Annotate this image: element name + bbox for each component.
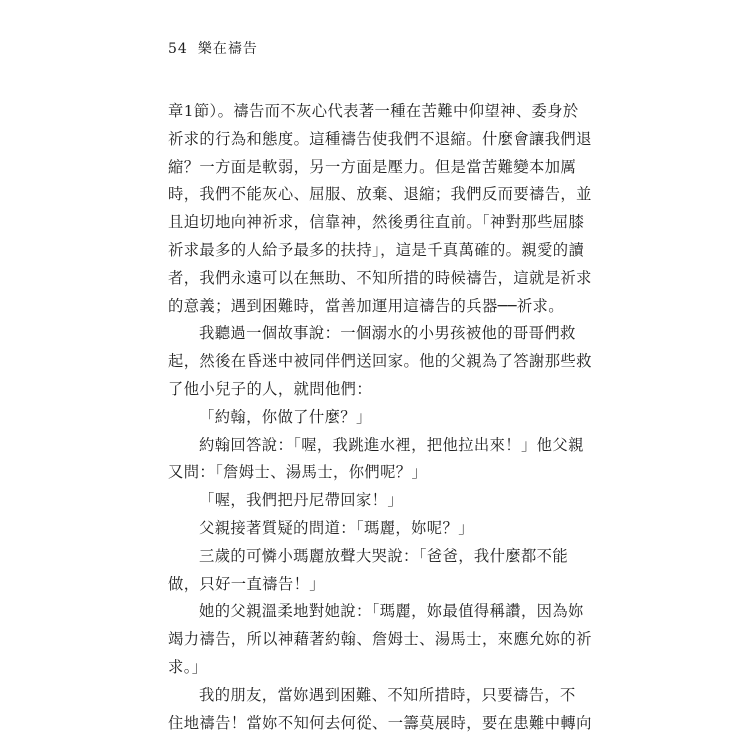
text-line: 約翰回答說：「喔，我跳進水裡，把他拉出來！」他父親 — [199, 435, 584, 454]
running-head — [168, 40, 258, 58]
text-line: 三歲的可憐小瑪麗放聲大哭說：「爸爸，我什麼都不能 — [199, 546, 569, 565]
book-title: 樂在禱告 — [197, 41, 258, 57]
text-line: 縮？一方面是軟弱，另一方面是壓力。但是當苦難變本加厲 — [168, 157, 577, 176]
text-line: 的意義；遇到困難時，當善加運用這禱告的兵器──祈求。 — [168, 296, 564, 315]
text-line: 住地禱告！當妳不知何去何從、一籌莫展時，要在患難中轉向 — [168, 713, 592, 732]
body-text — [168, 98, 592, 737]
text-line: 求。」 — [168, 657, 208, 676]
text-line: 我聽過一個故事說：一個溺水的小男孩被他的哥哥們救 — [199, 324, 576, 343]
page-number: 54 — [168, 41, 188, 57]
text-line: 時，我們不能灰心、屈服、放棄、退縮；我們反而要禱告，並 — [168, 185, 592, 204]
text-line: 祈求最多的人給予最多的扶持」，這是千真萬確的。親愛的讀 — [168, 240, 585, 259]
text-line: 我的朋友，當妳遇到困難、不知所措時，只要禱告，不 — [199, 685, 576, 704]
text-line: 者，我們永遠可以在無助、不知所措的時候禱告，這就是祈求 — [168, 268, 592, 287]
text-line: 父親接著質疑的問道：「瑪麗，妳呢？」 — [199, 518, 474, 537]
text-line: 起，然後在昏迷中被同伴們送回家。他的父親為了答謝那些救 — [168, 352, 592, 371]
text-line: 做，只好一直禱告！」 — [168, 574, 325, 593]
text-line: 又問：「詹姆士、湯馬士，你們呢？」 — [168, 463, 428, 482]
text-line: 祈求的行為和態度。這種禱告使我們不退縮。什麼會讓我們退 — [168, 129, 592, 148]
text-line: 「喔，我們把丹尼帶回家！」 — [199, 491, 404, 510]
text-line: 她的父親溫柔地對她說：「瑪麗，妳最值得稱讚，因為妳 — [199, 602, 584, 621]
text-line: 章1節）。禱告而不灰心代表著一種在苦難中仰望神、委身於 — [168, 102, 579, 120]
text-line: 且迫切地向神祈求，信靠神，然後勇往直前。「神對那些屈膝 — [168, 213, 585, 232]
text-line: 「約翰，你做了什麼？」 — [199, 407, 372, 426]
text-line: 了他小兒子的人，就問他們： — [168, 379, 373, 398]
text-line: 竭力禱告，所以神藉著約翰、詹姆士、湯馬士，來應允妳的祈 — [168, 630, 592, 649]
